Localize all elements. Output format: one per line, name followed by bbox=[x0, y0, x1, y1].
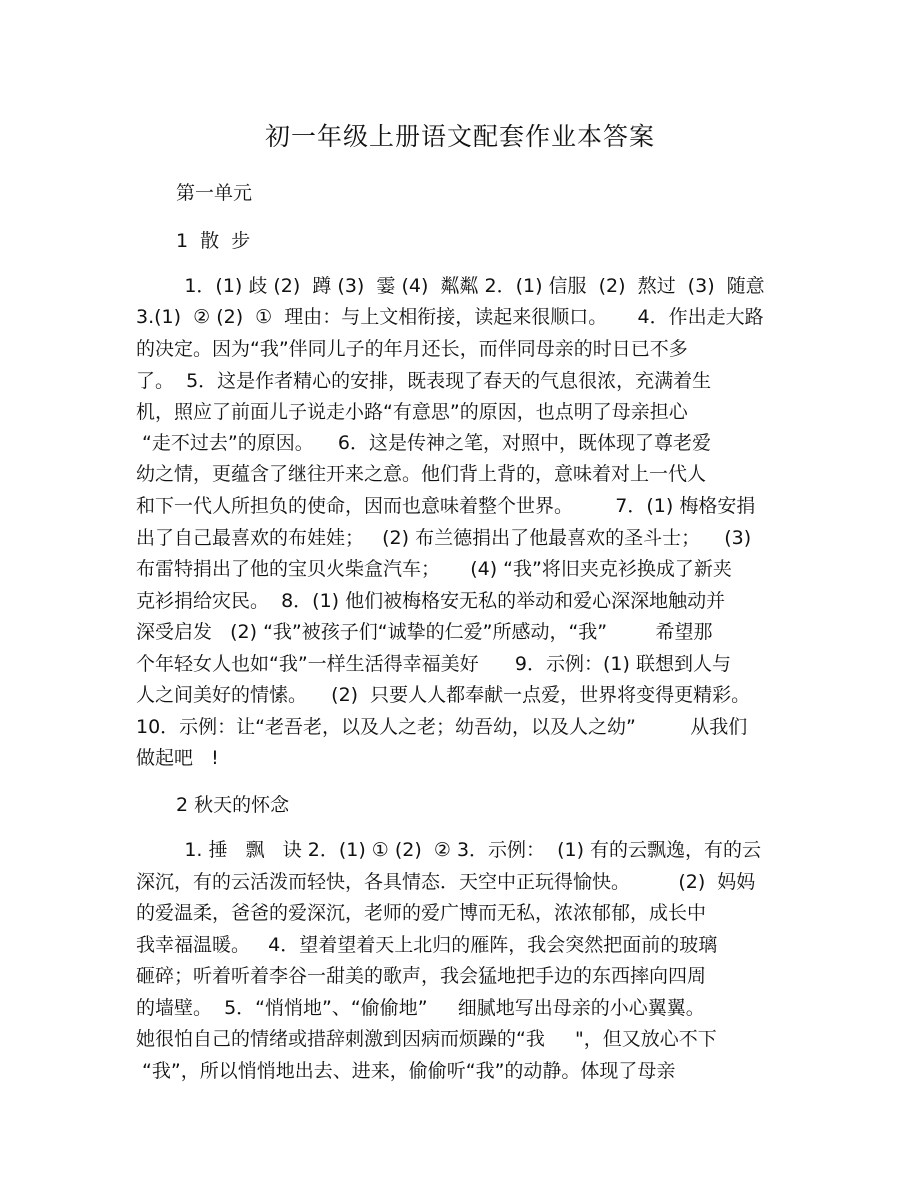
lesson-2-line: 我幸福温暖。 4．望着望着天上北归的雁阵，我会突然把面前的玻璃 bbox=[136, 934, 718, 956]
lesson-1-line: 的决定。因为“我”伴同儿子的年月还长，而伴同母亲的时日已不多 bbox=[136, 338, 688, 360]
lesson-2-line: 她很怕自己的情绪或措辞刺激到因病而烦躁的“我 "，但又放心不下 bbox=[136, 1028, 717, 1050]
lesson-1-line: 了。 5．这是作者精心的安排，既表现了春天的气息很浓，充满着生 bbox=[136, 370, 712, 392]
lesson-2-line: 1. 捶 飘 诀 2．(1) ① (2) ② 3．示例： (1) 有的云飘逸，有的云 bbox=[136, 839, 762, 861]
lesson-1-line: 和下一代人所担负的使命，因而也意味着整个世界。 7．(1) 梅格安捐 bbox=[136, 495, 756, 517]
lesson-1-line: 出了自己最喜欢的布娃娃； (2) 布兰德捐出了他最喜欢的圣斗士； (3) bbox=[136, 527, 752, 549]
lesson-2-heading: 2 秋天的怀念 bbox=[176, 794, 290, 816]
lesson-1-line: 布雷特捐出了他的宝贝火柴盒汽车； (4) “我”将旧夹克衫换成了新夹 bbox=[136, 558, 732, 580]
lesson-1-line: 3.(1) ② (2) ① 理由：与上文相衔接，读起来很顺口。 4．作出走大路 bbox=[136, 306, 764, 328]
lesson-1-line: 个年轻女人也如“我”一样生活得幸福美好 9．示例：(1) 联想到人与 bbox=[136, 653, 731, 675]
lesson-1-line: 人之间美好的情愫。 (2) 只要人人都奉献一点爱，世界将变得更精彩。 bbox=[136, 684, 751, 706]
lesson-2-line: 深沉，有的云活泼而轻快，各具情态．天空中正玩得愉快。 (2) 妈妈 bbox=[136, 871, 756, 893]
unit-heading: 第一单元 bbox=[176, 182, 253, 204]
lesson-2-line: “我”，所以悄悄地出去、进来，偷偷听“我”的动静。体现了母亲 bbox=[136, 1060, 676, 1082]
lesson-1-heading: 1 散 步 bbox=[176, 230, 251, 252]
lesson-1-line: 做起吧 ! bbox=[136, 747, 219, 769]
lesson-1-line: 1．(1) 歧 (2) 蹲 (3) 霎 (4) 粼粼 2．(1) 信服 (2) 熬过 (3) 随意 bbox=[136, 275, 765, 297]
lesson-2-line: 砸碎；听着听着李谷一甜美的歌声，我会猛地把手边的东西摔向四周 bbox=[136, 965, 707, 987]
lesson-1-line: 机，照应了前面儿子说走小路“有意思”的原因，也点明了母亲担心 bbox=[136, 401, 688, 423]
lesson-1-line: 幼之情，更蕴含了继往开来之意。他们背上背的，意味着对上一代人 bbox=[136, 463, 707, 485]
lesson-2-line: 的墙壁。 5．“悄悄地”、“偷偷地” 细腻地写出母亲的小心翼翼。 bbox=[136, 997, 705, 1019]
lesson-2-line: 的爱温柔，爸爸的爱深沉，老师的爱广博而无私，浓浓郁郁，成长中 bbox=[136, 902, 707, 924]
lesson-1-line: 深受启发 (2) “我”被孩子们“诚挚的仁爱”所感动，“我” 希望那 bbox=[136, 621, 713, 643]
lesson-1-line: 克衫捐给灾民。 8．(1) 他们被梅格安无私的举动和爱心深深地触动并 bbox=[136, 590, 726, 612]
lesson-1-line: 10．示例：让“老吾老，以及人之老；幼吾幼，以及人之幼” 从我们 bbox=[136, 716, 748, 738]
document-title: 初一年级上册语文配套作业本答案 bbox=[264, 122, 655, 151]
lesson-1-line: “走不过去”的原因。 6．这是传神之笔，对照中，既体现了尊老爱 bbox=[136, 432, 711, 454]
